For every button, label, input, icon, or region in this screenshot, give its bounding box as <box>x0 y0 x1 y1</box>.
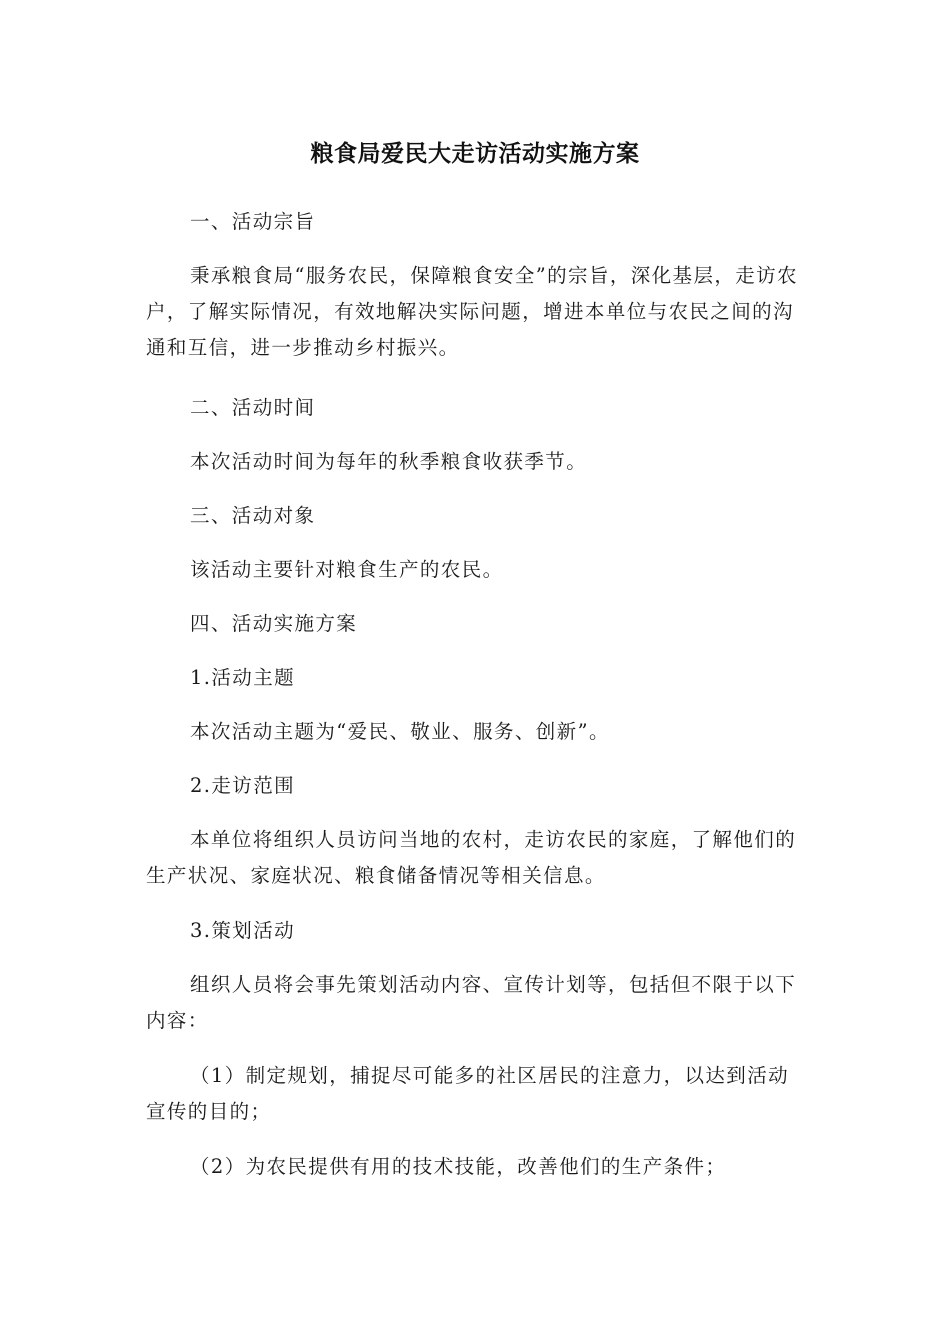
paragraph-theme: 本次活动主题为“爱民、敬业、服务、创新”。 <box>190 720 610 743</box>
paragraph-planning: 组织人员将会事先策划活动内容、宣传计划等，包括但不限于以下内容： <box>146 973 797 1032</box>
paragraph-time: 本次活动时间为每年的秋季粮食收获季节。 <box>190 450 588 473</box>
document-title: 粮食局爱民大走访活动实施方案 <box>310 141 640 167</box>
section-heading-purpose: 一、活动宗旨 <box>190 210 316 233</box>
subheading-theme: 1.活动主题 <box>190 666 296 689</box>
subheading-scope: 2.走访范围 <box>190 774 296 797</box>
section-heading-target: 三、活动对象 <box>190 504 316 527</box>
section-heading-plan: 四、活动实施方案 <box>190 612 358 635</box>
paragraph-scope: 本单位将组织人员访问当地的农村，走访农民的家庭，了解他们的生产状况、家庭状况、粮食储备情况等相关信息。 <box>146 828 797 887</box>
section-heading-time: 二、活动时间 <box>190 396 316 419</box>
paragraph-target: 该活动主要针对粮食生产的农民。 <box>190 558 504 581</box>
list-item-2: （2）为农民提供有用的技术技能，改善他们的生产条件； <box>190 1155 727 1178</box>
list-item-1: （1）制定规划，捕捉尽可能多的社区居民的注意力，以达到活动宣传的目的； <box>146 1064 790 1123</box>
subheading-planning: 3.策划活动 <box>190 919 296 942</box>
paragraph-purpose: 秉承粮食局“服务农民，保障粮食安全”的宗旨，深化基层，走访农户，了解实际情况，有效地解决实际问题，增进本单位与农民之间的沟通和互信，进一步推动乡村振兴。 <box>146 264 798 359</box>
